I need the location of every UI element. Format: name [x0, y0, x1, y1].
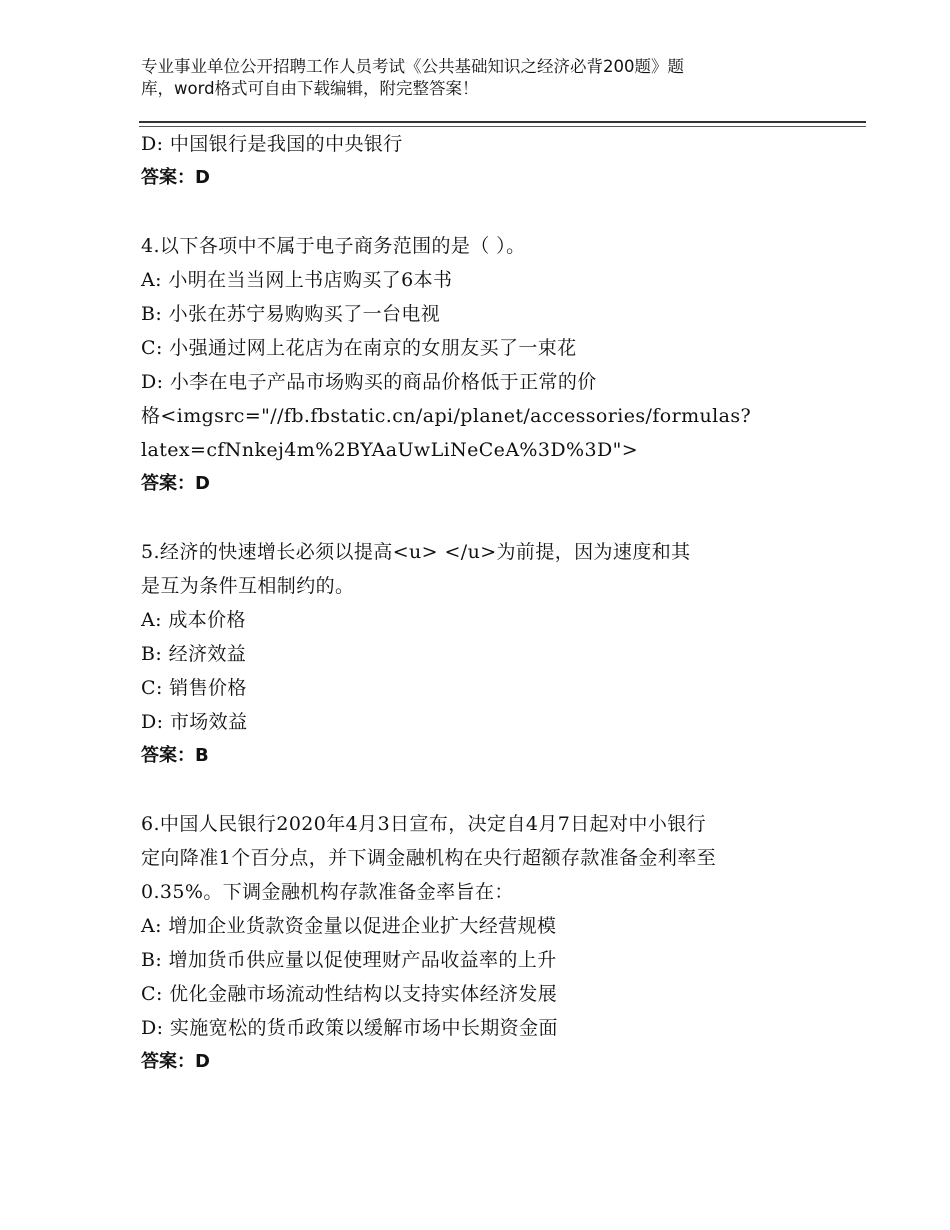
q4-answer: 答案：D [141, 473, 210, 494]
q4-option-c: C: 小强通过网上花店为在南京的女朋友买了一束花 [141, 337, 577, 359]
header-line-1: 专业事业单位公开招聘工作人员考试《公共基础知识之经济必背200题》题 [141, 57, 684, 76]
q3-answer: 答案：D [141, 167, 210, 188]
q6-question-line-2: 定向降准1个百分点，并下调金融机构在央行超额存款准备金利率至 [141, 847, 717, 869]
q5-option-b: B: 经济效益 [141, 643, 247, 665]
spacer [141, 501, 841, 535]
q4-option-d-line-1: D: 小李在电子产品市场购买的商品价格低于正常的价 [141, 371, 597, 393]
spacer [141, 195, 841, 229]
q6-option-c: C: 优化金融市场流动性结构以支持实体经济发展 [141, 983, 558, 1005]
page-header [141, 56, 781, 100]
q6-answer: 答案：D [141, 1051, 210, 1072]
header-line-2: 库，word格式可自由下载编辑，附完整答案！ [141, 79, 479, 98]
q4-option-b: B: 小张在苏宁易购购买了一台电视 [141, 303, 441, 325]
q5-option-d: D: 市场效益 [141, 711, 248, 733]
q4-option-a: A: 小明在当当网上书店购买了6本书 [141, 269, 453, 291]
q3-option-d: D: 中国银行是我国的中央银行 [141, 133, 403, 155]
q6-option-b: B: 增加货币供应量以促使理财产品收益率的上升 [141, 949, 557, 971]
q4-question: 4.以下各项中不属于电子商务范围的是（ ）。 [141, 235, 526, 257]
q5-answer: 答案：B [141, 745, 209, 766]
q6-option-d: D: 实施宽松的货币政策以缓解市场中长期资金面 [141, 1017, 558, 1039]
q5-question-line-2: 是互为条件互相制约的。 [141, 575, 355, 597]
spacer [141, 773, 841, 807]
q6-question-line-1: 6.中国人民银行2020年4月3日宣布，决定自4月7日起对中小银行 [141, 813, 707, 835]
q5-question-line-1: 5.经济的快速增长必须以提高<u> </u>为前提，因为速度和其 [141, 541, 691, 563]
header-divider-thick [139, 121, 866, 123]
q6-question-line-3: 0.35%。下调金融机构存款准备金率旨在： [141, 881, 514, 903]
q4-option-d-line-3: latex=cfNnkej4m%2BYAaUwLiNeCeA%3D%3D"> [141, 439, 639, 461]
q5-option-a: A: 成本价格 [141, 609, 246, 631]
document-body [141, 127, 841, 1079]
q5-option-c: C: 销售价格 [141, 677, 247, 699]
q6-option-a: A: 增加企业货款资金量以促进企业扩大经营规模 [141, 915, 557, 937]
q4-option-d-line-2: 格<imgsrc="//fb.fbstatic.cn/api/planet/accessories/formulas? [141, 405, 752, 427]
